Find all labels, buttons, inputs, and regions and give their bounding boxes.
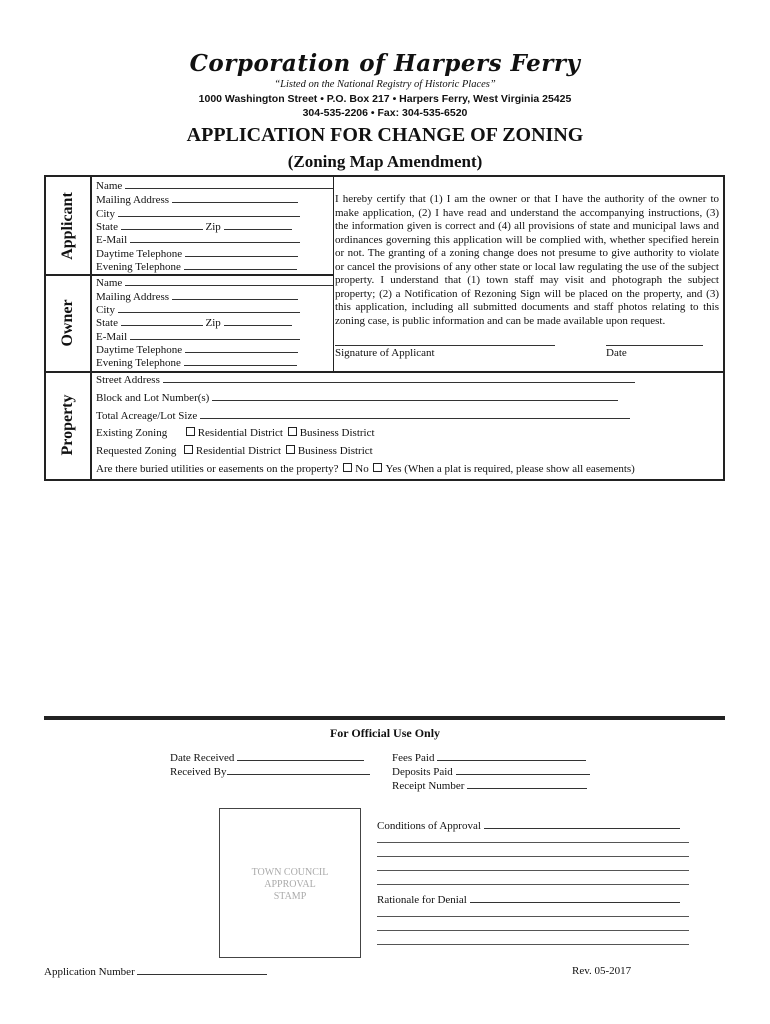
date-line[interactable] <box>606 345 703 346</box>
owner-eve-phone-field[interactable] <box>96 356 297 369</box>
field-label: Name <box>96 277 123 289</box>
field-label: Mailing Address <box>96 194 170 206</box>
date-received-field[interactable] <box>170 751 364 764</box>
property-section-tab <box>46 371 92 479</box>
conditions-line[interactable] <box>377 842 689 843</box>
option-label: Residential District <box>195 445 282 457</box>
field-label: Name <box>96 180 123 192</box>
option-label: Business District <box>299 427 375 439</box>
form-title: APPLICATION FOR CHANGE OF ZONING <box>186 124 584 146</box>
existing-business-checkbox[interactable] <box>288 427 297 436</box>
applicant-state-zip-field[interactable] <box>96 220 292 233</box>
field-label: Mailing Address <box>96 291 170 303</box>
signature-line[interactable] <box>335 345 555 346</box>
field-label: State <box>96 317 118 329</box>
existing-residential-checkbox[interactable] <box>186 427 195 436</box>
owner-city-field[interactable] <box>96 303 300 316</box>
utilities-no-checkbox[interactable] <box>343 463 352 472</box>
applicant-day-phone-field[interactable] <box>96 247 298 260</box>
organization-title: Corporation of Harpers Ferry <box>189 50 581 77</box>
form-subtitle: (Zoning Map Amendment) <box>287 152 483 171</box>
field-label: Application Number <box>44 966 135 978</box>
field-label: Conditions of Approval <box>377 820 481 832</box>
applicant-email-field[interactable] <box>96 233 300 246</box>
option-label: Residential District <box>197 427 283 439</box>
requested-business-checkbox[interactable] <box>286 445 295 454</box>
receipt-number-field[interactable] <box>392 779 587 792</box>
conditions-line[interactable] <box>377 856 689 857</box>
conditions-label-row[interactable] <box>377 819 680 832</box>
property-block-lot-field[interactable] <box>96 391 618 404</box>
applicant-section-label: Applicant <box>59 191 76 260</box>
stamp-text: APPROVAL <box>264 879 316 890</box>
field-label: Zip <box>205 221 221 233</box>
applicant-eve-phone-field[interactable] <box>96 260 297 273</box>
phone-fax: 304-535-2206 • Fax: 304-535-6520 <box>302 107 468 119</box>
application-number-field[interactable] <box>44 965 267 978</box>
question-label: Are there buried utilities or easements on the property? <box>96 463 339 475</box>
revision-label: Rev. 05-2017 <box>572 965 632 977</box>
applicant-section-tab <box>46 177 92 274</box>
conditions-line[interactable] <box>377 870 689 871</box>
official-use-divider <box>44 716 725 720</box>
field-label: E-Mail <box>96 234 128 246</box>
field-label: Daytime Telephone <box>96 344 183 356</box>
field-label: Requested Zoning <box>96 445 177 457</box>
deposits-paid-field[interactable] <box>392 765 590 778</box>
field-label: Deposits Paid <box>392 766 453 778</box>
field-label: Existing Zoning <box>96 427 168 439</box>
field-label: Zip <box>205 317 221 329</box>
utilities-yes-checkbox[interactable] <box>373 463 382 472</box>
conditions-line[interactable] <box>377 884 689 885</box>
street-address: 1000 Washington Street • P.O. Box 217 • Harpers Ferry, West Virginia 25425 <box>198 93 572 105</box>
existing-zoning-row <box>96 427 375 439</box>
option-label: Yes (When a plat is required, please show all easements) <box>385 463 635 475</box>
owner-name-field[interactable] <box>96 276 333 289</box>
field-label: State <box>96 221 118 233</box>
divider <box>333 177 334 371</box>
certification-statement: I hereby certify that (1) I am the owner or that I have the authority of the owner to make application, (2) I have read and understand the accompanying instructions, (3) the information given is correct and (4) all provisions of state and municipal laws and ordinances governing this application will be complied with, whether specified herein or not. The granting of a zoning change does not presume to give authority to violate or cancel the provisions of any other state or local law regulating the use of the subject property. I understand that (1) town staff may visit and photograph the subject property; (2) a Notification of Rezoning Sign will be placed on the property, and (3) this application, including all submitted documents and staff photos relating to this zoning case, is public information and can be made available upon request. <box>335 193 719 327</box>
stamp-text: STAMP <box>273 891 307 902</box>
field-label: Received By <box>170 766 227 778</box>
rationale-line[interactable] <box>377 916 689 917</box>
utilities-question-row <box>96 463 635 475</box>
property-acreage-field[interactable] <box>96 409 630 422</box>
option-label: Business District <box>297 445 373 457</box>
field-label: Date Received <box>170 752 235 764</box>
field-label: Block and Lot Number(s) <box>96 392 210 404</box>
date-label: Date <box>606 347 627 359</box>
owner-mailing-field[interactable] <box>96 290 298 303</box>
signature-label: Signature of Applicant <box>335 347 435 359</box>
requested-residential-checkbox[interactable] <box>184 445 193 454</box>
field-label: Rationale for Denial <box>377 894 467 906</box>
rationale-line[interactable] <box>377 944 689 945</box>
field-label: E-Mail <box>96 331 128 343</box>
owner-section-tab <box>46 274 92 371</box>
field-label: Receipt Number <box>392 780 465 792</box>
owner-day-phone-field[interactable] <box>96 343 298 356</box>
rationale-line[interactable] <box>377 930 689 931</box>
owner-state-zip-field[interactable] <box>96 316 292 329</box>
field-label: Total Acreage/Lot Size <box>96 410 198 422</box>
owner-email-field[interactable] <box>96 330 300 343</box>
tagline: “Listed on the National Registry of Historic Places” <box>274 79 496 90</box>
received-by-field[interactable] <box>170 765 370 778</box>
property-section-label: Property <box>59 394 76 456</box>
fees-paid-field[interactable] <box>392 751 586 764</box>
field-label: Fees Paid <box>392 752 435 764</box>
field-label: Evening Telephone <box>96 357 181 369</box>
approval-stamp-box <box>219 808 361 958</box>
applicant-city-field[interactable] <box>96 207 300 220</box>
option-label: No <box>355 463 369 475</box>
owner-section-label: Owner <box>59 298 76 347</box>
property-street-field[interactable] <box>96 373 635 386</box>
field-label: Daytime Telephone <box>96 248 183 260</box>
applicant-mailing-field[interactable] <box>96 193 298 206</box>
field-label: Street Address <box>96 374 160 386</box>
field-label: City <box>96 304 115 316</box>
applicant-name-field[interactable] <box>96 179 333 192</box>
field-label: Evening Telephone <box>96 261 181 273</box>
field-label: City <box>96 208 115 220</box>
stamp-text: TOWN COUNCIL <box>251 867 329 878</box>
official-use-title: For Official Use Only <box>329 726 441 740</box>
rationale-label-row[interactable] <box>377 893 680 906</box>
requested-zoning-row <box>96 445 373 457</box>
